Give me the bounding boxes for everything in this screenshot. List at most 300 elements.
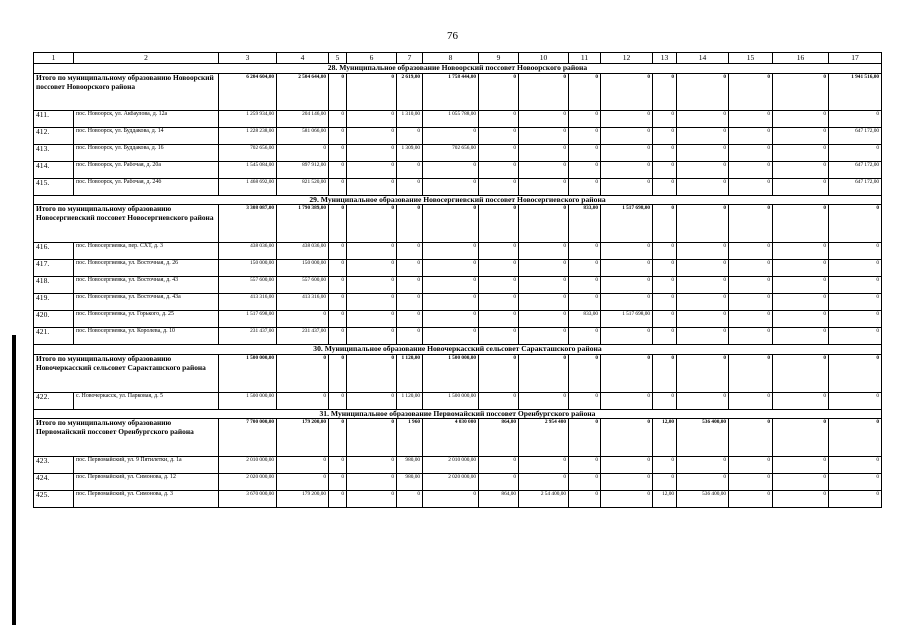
row-value: 2 020 000,00: [219, 474, 277, 491]
row-value: 0: [569, 243, 601, 260]
row-value: 1 545 084,00: [219, 161, 277, 178]
total-value: 0: [773, 205, 829, 243]
row-value: 581 066,00: [277, 127, 329, 144]
row-value: 0: [397, 161, 423, 178]
total-value: 0: [829, 205, 882, 243]
row-number: 417.: [34, 260, 74, 277]
row-value: 0: [677, 243, 729, 260]
total-value: 0: [329, 419, 347, 457]
row-value: 0: [329, 110, 347, 127]
total-value: 0: [829, 354, 882, 392]
row-address: пос. Новосергиевка, ул. Королева, д. 10: [74, 328, 219, 345]
total-label: Итого по муниципальному образованию Первомайский поссовет Оренбургского района: [34, 419, 219, 457]
row-value: 0: [569, 127, 601, 144]
row-number: 424.: [34, 474, 74, 491]
row-value: 0: [329, 144, 347, 161]
total-value: 179 200,00: [277, 419, 329, 457]
row-value: 0: [653, 144, 677, 161]
row-value: 0: [677, 474, 729, 491]
row-value: 0: [773, 178, 829, 195]
row-value: 0: [519, 110, 569, 127]
row-value: 0: [329, 491, 347, 508]
total-value: 0: [329, 205, 347, 243]
total-value: 0: [569, 73, 601, 110]
table-row: [34, 491, 882, 508]
row-value: 0: [773, 311, 829, 328]
row-value: 2 010 000,00: [423, 457, 479, 474]
row-value: 0: [347, 127, 397, 144]
row-value: 0: [829, 294, 882, 311]
row-value: 0: [479, 243, 519, 260]
total-value: 0: [569, 354, 601, 392]
row-value: 1 228 238,00: [219, 127, 277, 144]
row-value: 557 600,00: [277, 277, 329, 294]
column-header-15: 15: [729, 53, 773, 64]
row-value: 0: [729, 457, 773, 474]
row-value: 0: [519, 392, 569, 409]
row-value: 0: [829, 110, 882, 127]
row-value: 0: [569, 260, 601, 277]
row-value: 0: [653, 110, 677, 127]
row-value: 0: [829, 144, 882, 161]
row-value: 0: [329, 127, 347, 144]
row-value: 0: [569, 392, 601, 409]
total-value: 1 960: [397, 419, 423, 457]
row-value: 0: [519, 260, 569, 277]
row-value: 0: [829, 277, 882, 294]
table-row: [34, 328, 882, 345]
row-address: пос. Новосергиевка, ул. Восточная, д. 43: [74, 277, 219, 294]
row-number: 413.: [34, 144, 74, 161]
row-value: 0: [729, 178, 773, 195]
total-value: 0: [479, 354, 519, 392]
row-value: 0: [397, 294, 423, 311]
row-value: 0: [677, 260, 729, 277]
row-value: 833,00: [569, 311, 601, 328]
row-address: пос. Новоорск, ул. Рабочая, д. 20а: [74, 161, 219, 178]
row-value: 0: [601, 457, 653, 474]
total-value: 12,00: [653, 419, 677, 457]
row-value: 0: [569, 277, 601, 294]
section-title: 29. Муниципальное образование Новосергиевский поссовет Новосергиевского района: [34, 195, 882, 205]
column-header-11: 11: [569, 53, 601, 64]
row-value: 0: [277, 144, 329, 161]
total-label: Итого по муниципальному образованию Новоорский поссовет Новоорского района: [34, 73, 219, 110]
row-value: 1 468 692,00: [219, 178, 277, 195]
row-address: пос. Новоорск, ул. Рабочая, д. 24б: [74, 178, 219, 195]
row-number: 415.: [34, 178, 74, 195]
row-value: 0: [397, 277, 423, 294]
total-value: 0: [329, 354, 347, 392]
total-value: 0: [519, 73, 569, 110]
row-value: 0: [773, 294, 829, 311]
row-value: 0: [601, 260, 653, 277]
total-value: 0: [729, 354, 773, 392]
row-address: с. Новочеркасск, ул. Парковая, д. 5: [74, 392, 219, 409]
row-value: 0: [397, 491, 423, 508]
row-value: 2 54 400,00: [519, 491, 569, 508]
total-value: 0: [329, 73, 347, 110]
total-value: 0: [601, 354, 653, 392]
row-value: 150 000,00: [277, 260, 329, 277]
row-value: 438 036,00: [277, 243, 329, 260]
row-value: 2 020 000,00: [423, 474, 479, 491]
row-address: пос. Новосергиевка, ул. Восточная, д. 43а: [74, 294, 219, 311]
row-value: 0: [347, 110, 397, 127]
row-value: 150 000,00: [219, 260, 277, 277]
row-value: 0: [653, 311, 677, 328]
total-value: 0: [729, 419, 773, 457]
column-header-14: 14: [677, 53, 729, 64]
row-value: 0: [677, 161, 729, 178]
row-value: 0: [569, 161, 601, 178]
row-value: 0: [347, 277, 397, 294]
row-address: пос. Первомайский, ул. 9 Пятилетки, д. 1а: [74, 457, 219, 474]
total-value: 0: [569, 419, 601, 457]
page-number: 76: [447, 30, 458, 42]
row-value: 0: [397, 178, 423, 195]
row-value: 0: [479, 392, 519, 409]
row-value: 0: [773, 474, 829, 491]
row-value: 0: [347, 178, 397, 195]
column-header-13: 13: [653, 53, 677, 64]
row-value: 0: [397, 260, 423, 277]
total-label: Итого по муниципальному образованию Новосергиевский поссовет Новосергиевского района: [34, 205, 219, 243]
row-value: 647 172,00: [829, 178, 882, 195]
row-value: 1 259 934,00: [219, 110, 277, 127]
row-value: 0: [601, 127, 653, 144]
section-total-row: [34, 354, 882, 392]
total-value: 1 500 000,00: [423, 354, 479, 392]
row-value: 0: [773, 328, 829, 345]
row-value: 0: [423, 178, 479, 195]
column-header-17: 17: [829, 53, 882, 64]
section-title-row: [34, 345, 882, 355]
row-value: 0: [569, 294, 601, 311]
total-value: 1 758 444,00: [423, 73, 479, 110]
section-total-row: [34, 205, 882, 243]
row-value: 0: [347, 294, 397, 311]
total-value: 536 400,00: [677, 419, 729, 457]
table-row: [34, 110, 882, 127]
row-value: 0: [601, 144, 653, 161]
row-value: 0: [653, 127, 677, 144]
total-value: 0: [677, 73, 729, 110]
total-value: 0: [677, 354, 729, 392]
row-value: 0: [601, 328, 653, 345]
row-value: 0: [519, 474, 569, 491]
row-value: 0: [519, 161, 569, 178]
table-row: [34, 457, 882, 474]
row-value: 1 517 698,00: [601, 311, 653, 328]
row-number: 420.: [34, 311, 74, 328]
total-value: 0: [773, 354, 829, 392]
row-value: 0: [329, 243, 347, 260]
row-value: 0: [829, 457, 882, 474]
row-value: 0: [729, 491, 773, 508]
column-header-12: 12: [601, 53, 653, 64]
total-value: 6 204 604,00: [219, 73, 277, 110]
row-address: пос. Новоорск, ул. Акбаулова, д. 12а: [74, 110, 219, 127]
column-header-10: 10: [519, 53, 569, 64]
column-header-8: 8: [423, 53, 479, 64]
total-value: 0: [347, 73, 397, 110]
row-value: 0: [397, 328, 423, 345]
row-value: 0: [601, 178, 653, 195]
row-value: 0: [277, 457, 329, 474]
row-address: пос. Первомайский, ул. Симонова, д. 3: [74, 491, 219, 508]
row-value: 0: [677, 144, 729, 161]
row-value: 0: [329, 260, 347, 277]
row-value: 0: [277, 392, 329, 409]
column-header-16: 16: [773, 53, 829, 64]
row-number: 421.: [34, 328, 74, 345]
row-value: 980,00: [397, 457, 423, 474]
row-value: 204 146,00: [277, 110, 329, 127]
row-value: 0: [601, 161, 653, 178]
table-row: [34, 178, 882, 195]
row-address: пос. Новоорск, ул. Буддакова, д. 16: [74, 144, 219, 161]
row-number: 418.: [34, 277, 74, 294]
row-value: 0: [569, 474, 601, 491]
row-value: 0: [773, 491, 829, 508]
row-value: 0: [329, 474, 347, 491]
row-value: 0: [601, 110, 653, 127]
row-value: 0: [829, 260, 882, 277]
row-value: 0: [601, 277, 653, 294]
row-value: 0: [601, 474, 653, 491]
row-value: 0: [329, 392, 347, 409]
column-header-3: 3: [219, 53, 277, 64]
total-value: 0: [601, 419, 653, 457]
row-value: 1 500 000,00: [423, 392, 479, 409]
row-value: 413 316,00: [277, 294, 329, 311]
row-value: 0: [677, 328, 729, 345]
row-value: 0: [423, 243, 479, 260]
total-value: 1 941 516,00: [829, 73, 882, 110]
row-value: 0: [479, 294, 519, 311]
row-value: 2 010 000,00: [219, 457, 277, 474]
row-number: 416.: [34, 243, 74, 260]
row-value: 0: [423, 328, 479, 345]
row-value: 0: [729, 243, 773, 260]
row-value: 0: [347, 144, 397, 161]
row-value: 0: [829, 491, 882, 508]
total-value: 864,00: [479, 419, 519, 457]
row-value: 0: [347, 392, 397, 409]
row-value: 0: [829, 392, 882, 409]
row-value: 647 172,00: [829, 161, 882, 178]
row-value: 0: [347, 457, 397, 474]
row-value: 897 912,00: [277, 161, 329, 178]
row-value: 0: [329, 294, 347, 311]
total-value: 0: [653, 354, 677, 392]
column-header-9: 9: [479, 53, 519, 64]
row-value: 702 656,00: [219, 144, 277, 161]
column-header-row: [34, 53, 882, 64]
row-value: 0: [653, 328, 677, 345]
row-value: 0: [519, 311, 569, 328]
row-value: 0: [519, 328, 569, 345]
row-value: 0: [347, 491, 397, 508]
row-value: 0: [479, 328, 519, 345]
total-value: 0: [729, 205, 773, 243]
row-value: 0: [729, 328, 773, 345]
row-value: 0: [519, 144, 569, 161]
row-value: 0: [653, 457, 677, 474]
row-value: 3 670 000,00: [219, 491, 277, 508]
row-value: 1 310,00: [397, 110, 423, 127]
row-value: 0: [479, 110, 519, 127]
row-number: 414.: [34, 161, 74, 178]
row-value: 0: [329, 161, 347, 178]
row-value: 0: [277, 474, 329, 491]
row-value: 179 200,00: [277, 491, 329, 508]
row-value: 0: [773, 260, 829, 277]
row-value: 0: [479, 260, 519, 277]
row-value: 0: [479, 161, 519, 178]
row-value: 0: [729, 311, 773, 328]
row-value: 438 036,00: [219, 243, 277, 260]
section-title-row: [34, 409, 882, 419]
row-value: 0: [423, 161, 479, 178]
row-value: 0: [677, 178, 729, 195]
total-value: 4 030 000: [423, 419, 479, 457]
total-label: Итого по муниципальному образованию Новочеркасский сельсовет Саракташского района: [34, 354, 219, 392]
row-value: 0: [729, 277, 773, 294]
total-value: 833,00: [569, 205, 601, 243]
row-address: пос. Первомайский, ул. Симонова, д. 12: [74, 474, 219, 491]
row-value: 0: [653, 277, 677, 294]
row-value: 0: [677, 457, 729, 474]
row-value: 864,00: [479, 491, 519, 508]
total-value: 0: [519, 354, 569, 392]
row-value: 0: [347, 260, 397, 277]
row-value: 0: [729, 294, 773, 311]
total-value: 0: [601, 73, 653, 110]
row-value: 0: [519, 277, 569, 294]
row-address: пос. Новоорск, ул. Буддакова, д. 14: [74, 127, 219, 144]
row-value: 0: [773, 243, 829, 260]
row-value: 0: [397, 311, 423, 328]
column-header-7: 7: [397, 53, 423, 64]
total-value: 1 120,00: [397, 354, 423, 392]
row-value: 0: [329, 277, 347, 294]
row-value: 0: [479, 127, 519, 144]
row-value: 0: [519, 243, 569, 260]
total-value: 0: [397, 205, 423, 243]
row-value: 0: [773, 110, 829, 127]
row-value: 0: [519, 294, 569, 311]
section-total-row: [34, 419, 882, 457]
total-value: 2 504 644,00: [277, 73, 329, 110]
total-value: 0: [773, 73, 829, 110]
section-title: 28. Муниципальное образование Новоорский поссовет Новоорского района: [34, 64, 882, 74]
row-value: 0: [479, 474, 519, 491]
total-value: 0: [479, 205, 519, 243]
row-value: 231 437,00: [277, 328, 329, 345]
row-number: 425.: [34, 491, 74, 508]
row-value: 0: [677, 277, 729, 294]
row-value: 0: [653, 474, 677, 491]
row-value: 1 309,00: [397, 144, 423, 161]
table-row: [34, 311, 882, 328]
table-row: [34, 277, 882, 294]
total-value: 0: [347, 205, 397, 243]
total-value: 0: [347, 354, 397, 392]
row-value: 0: [347, 161, 397, 178]
total-value: 0: [347, 419, 397, 457]
row-value: 0: [519, 457, 569, 474]
total-value: 1 790 389,00: [277, 205, 329, 243]
table-row: [34, 260, 882, 277]
row-value: 0: [653, 260, 677, 277]
section-title-row: [34, 64, 882, 74]
row-value: 0: [569, 178, 601, 195]
table-row: [34, 127, 882, 144]
row-value: 0: [569, 491, 601, 508]
row-value: 0: [773, 277, 829, 294]
row-value: 0: [329, 328, 347, 345]
row-value: 0: [329, 178, 347, 195]
row-value: 0: [329, 311, 347, 328]
total-value: 1 517 698,00: [601, 205, 653, 243]
row-value: 0: [729, 392, 773, 409]
row-value: 0: [569, 144, 601, 161]
row-number: 422.: [34, 392, 74, 409]
row-value: 0: [773, 161, 829, 178]
row-value: 0: [347, 474, 397, 491]
section-total-row: [34, 73, 882, 110]
row-value: 0: [423, 127, 479, 144]
row-value: 0: [519, 127, 569, 144]
row-value: 980,00: [397, 474, 423, 491]
row-value: 0: [773, 127, 829, 144]
row-value: 0: [277, 311, 329, 328]
row-value: 0: [423, 311, 479, 328]
row-value: 0: [601, 392, 653, 409]
total-value: 0: [773, 419, 829, 457]
total-value: 0: [277, 354, 329, 392]
row-value: 0: [479, 178, 519, 195]
row-number: 419.: [34, 294, 74, 311]
row-value: 1 500 000,00: [219, 392, 277, 409]
row-value: 0: [519, 178, 569, 195]
row-value: 0: [653, 161, 677, 178]
row-number: 423.: [34, 457, 74, 474]
row-value: 0: [829, 474, 882, 491]
total-value: 0: [519, 205, 569, 243]
total-value: 0: [677, 205, 729, 243]
row-value: 0: [729, 260, 773, 277]
column-header-4: 4: [277, 53, 329, 64]
row-value: 0: [347, 328, 397, 345]
row-value: 0: [729, 127, 773, 144]
column-header-5: 5: [329, 53, 347, 64]
row-value: 231 437,00: [219, 328, 277, 345]
row-value: 647 172,00: [829, 127, 882, 144]
row-value: 0: [479, 311, 519, 328]
row-value: 0: [677, 110, 729, 127]
row-value: 557 600,00: [219, 277, 277, 294]
row-value: 0: [601, 491, 653, 508]
row-value: 0: [601, 243, 653, 260]
row-value: 0: [397, 243, 423, 260]
row-value: 0: [569, 457, 601, 474]
margin-bar: [12, 335, 16, 625]
column-header-2: 2: [74, 53, 219, 64]
row-value: 0: [653, 294, 677, 311]
